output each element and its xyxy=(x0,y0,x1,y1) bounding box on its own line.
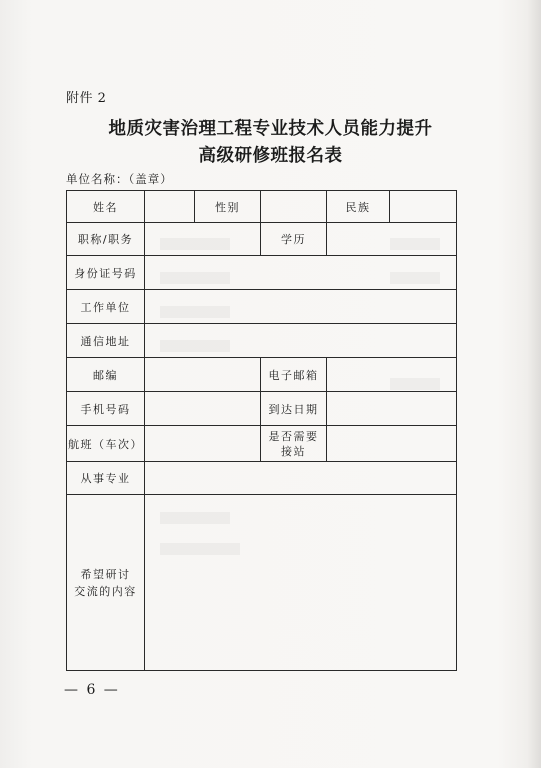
document-title-line-2: 高级研修班报名表 xyxy=(198,146,343,166)
flight-train-label: 航班（车次） xyxy=(67,426,145,462)
document-title-line-1: 地质灾害治理工程专业技术人员能力提升 xyxy=(108,119,433,139)
title-position-field[interactable] xyxy=(145,223,261,256)
email-field[interactable] xyxy=(327,358,457,392)
postcode-field[interactable] xyxy=(145,358,261,392)
table-row xyxy=(67,462,457,495)
pickup-label xyxy=(261,426,327,462)
discussion-topics-label-line-1: 希望研讨 xyxy=(80,567,131,581)
pickup-label-line-2: 接站 xyxy=(281,444,306,458)
table-row xyxy=(67,223,457,256)
unit-name-label: 单位名称：（盖章） xyxy=(66,172,173,186)
ethnicity-field[interactable] xyxy=(390,191,457,223)
workplace-label: 工作单位 xyxy=(67,290,145,324)
discussion-topics-label xyxy=(67,495,145,671)
title-position-label: 职称/职务 xyxy=(67,223,145,256)
page-number: — 6 — xyxy=(64,682,120,698)
address-label: 通信地址 xyxy=(67,324,145,358)
ethnicity-label: 民族 xyxy=(327,191,390,223)
table-row xyxy=(67,495,457,671)
major-label: 从事专业 xyxy=(67,462,145,495)
table-row xyxy=(67,426,457,462)
table-row xyxy=(67,290,457,324)
table-row xyxy=(67,324,457,358)
table-row xyxy=(67,191,457,223)
id-number-field[interactable] xyxy=(145,256,457,290)
annex-label: 附件 2 xyxy=(66,91,107,106)
id-number-label: 身份证号码 xyxy=(67,256,145,290)
education-field[interactable] xyxy=(327,223,457,256)
email-label: 电子邮箱 xyxy=(261,358,327,392)
mobile-field[interactable] xyxy=(145,392,261,426)
name-label: 姓名 xyxy=(67,191,145,223)
discussion-topics-field[interactable] xyxy=(145,495,457,671)
arrival-date-label: 到达日期 xyxy=(261,392,327,426)
education-label: 学历 xyxy=(261,223,327,256)
pickup-field[interactable] xyxy=(327,426,457,462)
table-row xyxy=(67,256,457,290)
name-field[interactable] xyxy=(145,191,195,223)
address-field[interactable] xyxy=(145,324,457,358)
pickup-label-line-1: 是否需要 xyxy=(268,429,319,443)
registration-form-table xyxy=(66,190,457,671)
discussion-topics-label-line-2: 交流的内容 xyxy=(74,584,137,598)
gender-label: 性别 xyxy=(195,191,261,223)
table-row xyxy=(67,358,457,392)
postcode-label: 邮编 xyxy=(67,358,145,392)
table-row xyxy=(67,392,457,426)
flight-train-field[interactable] xyxy=(145,426,261,462)
arrival-date-field[interactable] xyxy=(327,392,457,426)
gender-field[interactable] xyxy=(261,191,327,223)
major-field[interactable] xyxy=(145,462,457,495)
mobile-label: 手机号码 xyxy=(67,392,145,426)
workplace-field[interactable] xyxy=(145,290,457,324)
